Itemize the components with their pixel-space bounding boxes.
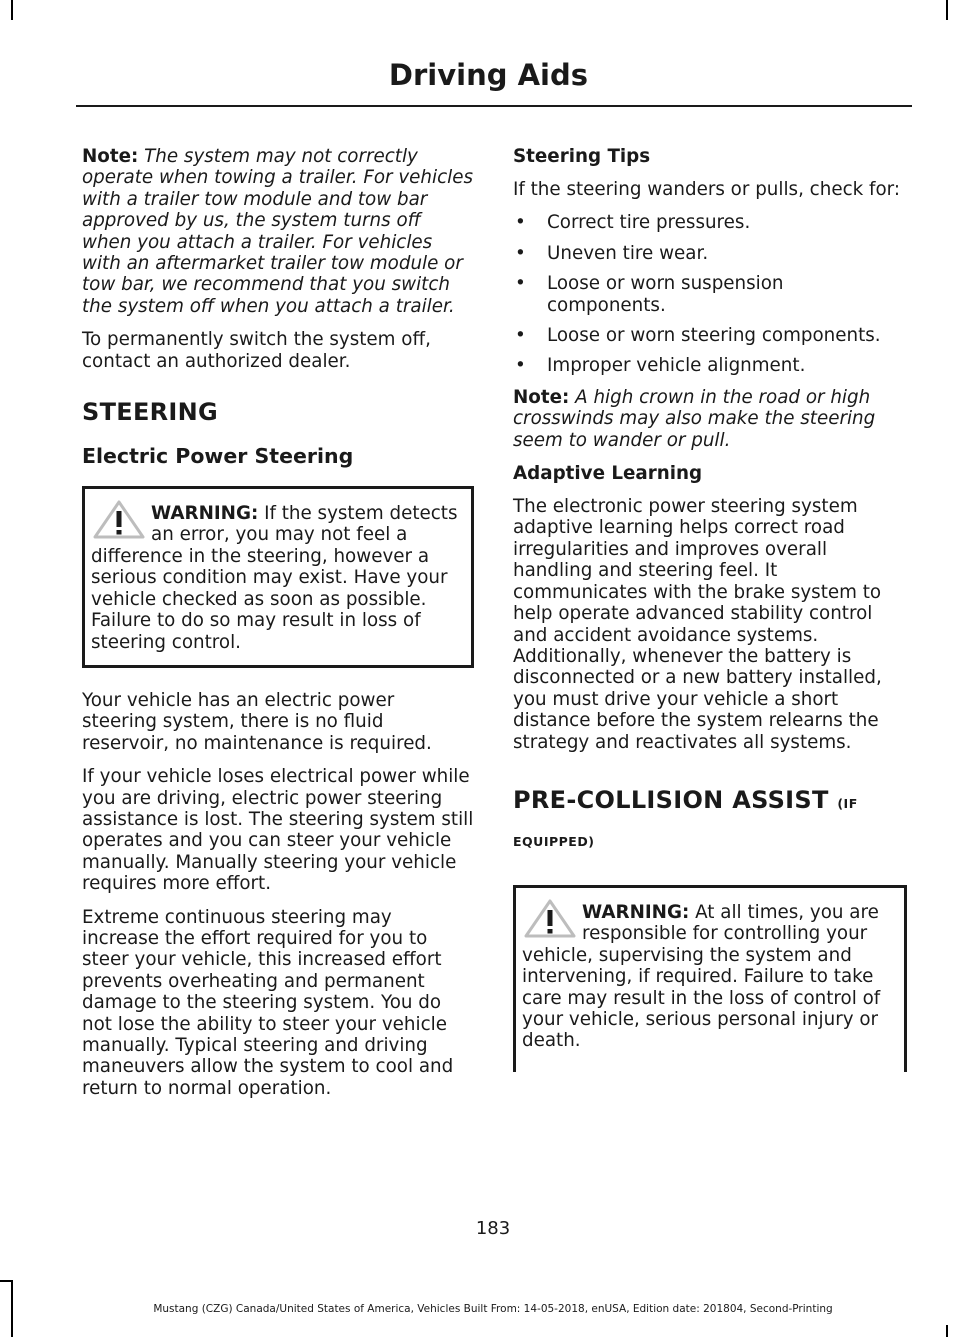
left-column bbox=[82, 146, 474, 1111]
paragraph-eps-system: Your vehicle has an electric power steering system, there is no fluid reservoir, no maintenance is required. bbox=[82, 689, 432, 754]
paragraph-power-loss: If your vehicle loses electrical power while you are driving, electric power steering assistance is lost. The steering system still operates and you can steer your vehicle manually. Manually steering your vehicle requires more effort. bbox=[82, 766, 474, 895]
warning-triangle-icon bbox=[520, 898, 580, 940]
page-footer: Mustang (CZG) Canada/United States of America, Vehicles Built From: 14-05-2018, enUSA, Edition date: 201804, Second-Printing bbox=[153, 1303, 833, 1315]
right-column bbox=[513, 146, 907, 1094]
list-item: • Uneven tire wear. bbox=[513, 243, 907, 264]
paragraph-extreme-steering: Extreme continuous steering may increase the effort required for you to steer your vehicle, this increased effort prevents overheating and permanent damage to the steering system. You do not lose the ability to steer your vehicle manually. Typical steering and driving maneuvers allow the system to cool and return to normal operation. bbox=[82, 906, 454, 1099]
warning-label: WARNING: bbox=[582, 901, 690, 923]
warning-triangle-icon bbox=[89, 499, 149, 541]
section-title-pre-collision bbox=[513, 783, 907, 859]
paragraph-adaptive-learning: The electronic power steering system adaptive learning helps correct road irregularities and improves overall handling and steering feel. It communicates with the brake system to help operate advanced stability control and accident avoidance systems. Additionally, whenever the battery is disconnected or a new battery installed, you must drive your vehicle a short distance before the system relearns the strategy and reactivates all systems. bbox=[513, 496, 882, 753]
warning-text: At all times, you are responsible for controlling your vehicle, supervising the system and intervening, if required. Failure to take care may result in the loss of control of your vehicle, serious personal injury or death. bbox=[522, 901, 881, 1052]
warning-box-pre-collision bbox=[513, 885, 907, 1072]
paragraph-tips-intro: If the steering wanders or pulls, check for: bbox=[513, 179, 900, 200]
page-number: 183 bbox=[475, 1218, 511, 1239]
header-rule bbox=[76, 105, 912, 107]
note-label: Note: bbox=[82, 146, 139, 167]
subsection-title-steering-tips: Steering Tips bbox=[513, 146, 651, 167]
note-text: A high crown in the road or high crosswinds may also make the steering seem to wander or pull. bbox=[513, 386, 876, 451]
warning-label: WARNING: bbox=[151, 503, 259, 525]
section-title-steering: STEERING bbox=[82, 398, 219, 427]
warning-box-steering bbox=[82, 486, 474, 668]
note-crown bbox=[513, 387, 907, 451]
note-text: The system may not correctly operate when towing a trailer. For vehicles with a trailer tow module and tow bar approved by us, the system turns off when you attach a trailer. For vehicles with an aftermarket trailer tow module or tow bar, we recommend that you switch the system off when you attach a trailer. bbox=[82, 146, 473, 317]
note-trailer bbox=[82, 146, 474, 317]
crop-mark-top-right bbox=[946, 0, 948, 20]
crop-mark-bottom-left-h bbox=[0, 1280, 13, 1282]
list-item: • Loose or worn suspension components. bbox=[513, 273, 907, 316]
list-item: • Improper vehicle alignment. bbox=[513, 355, 907, 376]
subsection-title-eps: Electric Power Steering bbox=[82, 444, 354, 469]
paragraph-switch-off: To permanently switch the system off, contact an authorized dealer. bbox=[82, 329, 431, 372]
steering-tips-list bbox=[513, 212, 907, 376]
section-title-text: PRE-COLLISION ASSIST bbox=[513, 785, 829, 814]
warning-text: If the system detects an error, you may not feel a difference in the steering, however a serious condition may exist. Have your vehicle checked as soon as possible. Failure to do so may result in loss of steering control. bbox=[91, 503, 458, 653]
subsection-title-adaptive-learning: Adaptive Learning bbox=[513, 463, 703, 485]
crop-mark-top-left bbox=[11, 0, 13, 20]
crop-mark-bottom-right bbox=[946, 1325, 948, 1337]
page-header-title: Driving Aids bbox=[388, 58, 588, 92]
list-item: • Correct tire pressures. bbox=[513, 212, 907, 233]
list-item: • Loose or worn steering components. bbox=[513, 325, 907, 346]
section-title-suffix: (IF EQUIPPED) bbox=[513, 795, 858, 849]
note-label: Note: bbox=[513, 386, 570, 408]
